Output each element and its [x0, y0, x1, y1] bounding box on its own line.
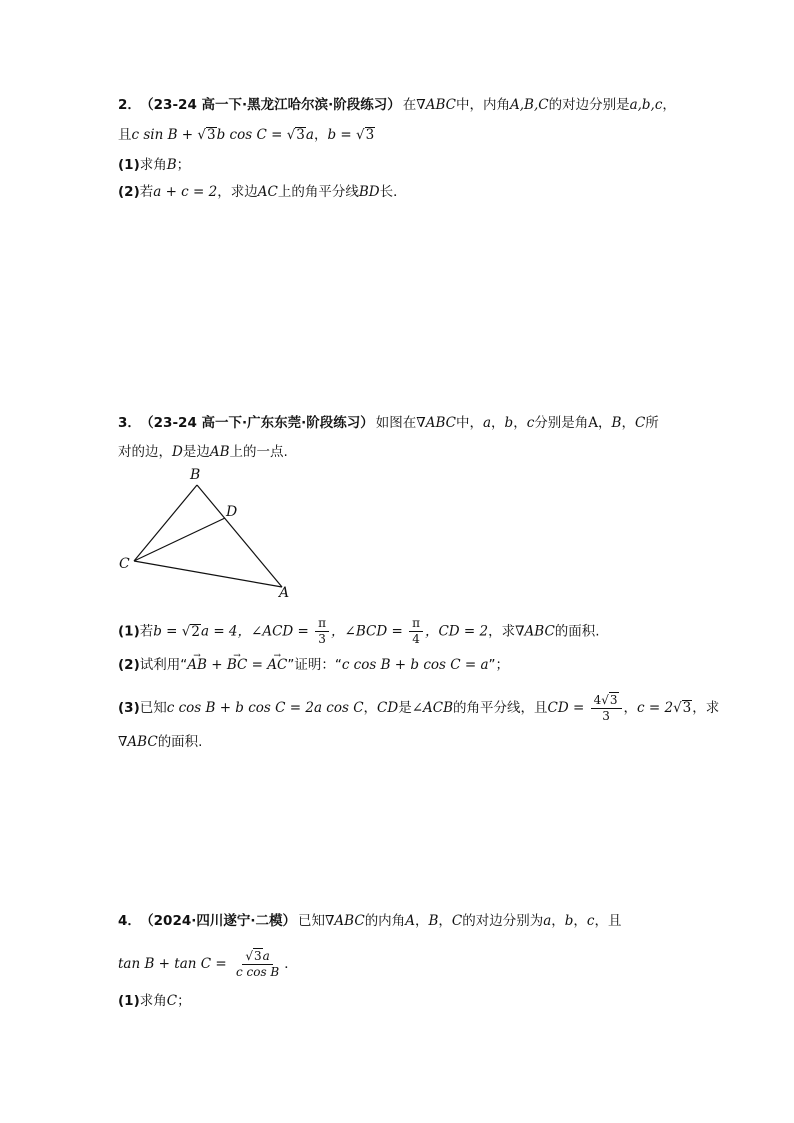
fraction-pi-4	[409, 616, 423, 647]
text: ；	[176, 157, 191, 173]
sqrt-radicand: 3	[682, 700, 692, 716]
text: ，	[623, 700, 638, 716]
text: 如图在	[375, 415, 417, 431]
formula: b =	[327, 127, 356, 143]
frac-denominator: 3	[318, 632, 326, 646]
triangle-symbol: ∇ABC	[325, 913, 365, 929]
p2-line2: 且c sin B + √3b cos C = √3a，b = √3	[118, 127, 375, 143]
formula: BD	[358, 184, 380, 200]
vector-bc: → BC	[227, 655, 248, 675]
fraction-sqrt3a-ccosb	[233, 948, 282, 980]
frac-num-var: a	[262, 949, 270, 963]
text: ，	[621, 415, 635, 431]
text: ，且	[594, 913, 622, 929]
sqrt-radicand: 3	[365, 127, 375, 143]
formula: c cos B + b cos C = 2a cos C	[166, 700, 364, 716]
text: 中，	[455, 415, 483, 431]
problem-source: （23-24 高一下·广东东莞·阶段练习）	[146, 415, 374, 431]
formula: ∠ACB	[411, 700, 454, 716]
formula: b cos C =	[216, 127, 287, 143]
formula: =	[247, 657, 268, 673]
text: ，	[313, 127, 328, 143]
text: ，求	[488, 623, 516, 640]
p3-q1: (1)若b = √2a = 4，∠ACD = $\frac{\pi}{3}$ ，∠BCD = $\frac{\pi}{4}$ ，CD = 2，求∇ABC的面积.	[118, 616, 600, 646]
text: 长．	[379, 184, 407, 200]
side-vars: a,b,c	[629, 97, 663, 113]
formula: B	[166, 157, 177, 173]
formula: b =	[153, 623, 182, 640]
text: 求角	[139, 993, 167, 1009]
text: 已知	[139, 700, 167, 716]
formula: D	[172, 444, 183, 460]
text: ，求	[692, 700, 720, 716]
text: ；	[177, 993, 191, 1009]
side-ba	[197, 485, 282, 587]
text: ，	[438, 913, 452, 929]
text: ，	[414, 913, 429, 929]
text: 上的一点.	[229, 444, 288, 460]
text: 的面积.	[157, 734, 203, 750]
p3-q3: (3)已知c cos B + b cos C = 2a cos C，CD是∠ACB的角平分线，且CD = $\frac{4√3}{3}$ ，c = 2√3，求	[118, 693, 720, 723]
segment-cd	[134, 518, 225, 561]
subquestion-label: (1)	[118, 993, 140, 1009]
formula: c	[586, 913, 595, 929]
text: ，	[491, 415, 505, 431]
text: 的角平分线，且	[453, 700, 548, 716]
subquestion-label: (1)	[118, 157, 140, 173]
p4-line1	[118, 911, 621, 931]
text: ，	[551, 913, 565, 929]
text: 的对边分别是	[548, 97, 630, 113]
text: ，求边	[217, 184, 258, 200]
formula: a + c = 2	[153, 184, 218, 200]
formula: tan B + tan C =	[118, 956, 231, 972]
text: 是边	[182, 444, 210, 460]
text: 在	[402, 97, 417, 113]
text: 对的边，	[118, 444, 172, 460]
p3-q2	[118, 655, 509, 675]
frac-denominator: 4	[412, 632, 420, 646]
formula: +	[206, 657, 227, 673]
problem-source: （23-24 高一下·黑龙江哈尔滨·阶段练习）	[146, 97, 401, 113]
subquestion-label: (2)	[118, 657, 140, 673]
subquestion-label: (1)	[118, 623, 140, 640]
text: ，	[662, 97, 676, 113]
formula: A	[405, 913, 415, 929]
formula: c cos B + b cos C = a	[341, 657, 489, 673]
text: 若	[139, 623, 154, 640]
frac-denominator: 3	[602, 709, 610, 723]
text: ”；	[488, 657, 510, 673]
formula: b	[564, 913, 574, 929]
vector-ab: → AB	[187, 655, 207, 675]
formula: AC	[257, 184, 278, 200]
text: ，	[363, 700, 378, 716]
text: 中，内角	[455, 97, 510, 113]
problem-number: 4．	[118, 913, 141, 929]
triangle-symbol: ∇ABC	[515, 623, 555, 640]
text: 所	[645, 415, 659, 431]
fraction-4sqrt3-3	[591, 692, 622, 724]
angle-vars: A,B,C	[509, 97, 549, 113]
frac-denominator: c cos B	[235, 965, 280, 979]
formula: B	[428, 913, 439, 929]
text: 且	[118, 127, 132, 143]
formula: a = 4	[200, 623, 238, 640]
problem-number: 3．	[118, 415, 141, 431]
fraction-pi-3	[315, 616, 329, 647]
formula: ，∠BCD =	[331, 623, 408, 640]
side-ca	[134, 561, 282, 587]
formula: CD =	[547, 700, 589, 716]
p3-q3-line2	[118, 732, 202, 752]
formula: b	[504, 415, 514, 431]
sqrt-radicand: 3	[207, 127, 216, 143]
sqrt-radicand: 3	[254, 949, 262, 963]
formula: a	[305, 127, 314, 143]
sqrt-radicand: 3	[296, 127, 305, 143]
frac-numerator: π	[315, 616, 329, 632]
formula: AB	[209, 444, 230, 460]
problem-source: （2024·四川遂宁·二模）	[146, 913, 296, 929]
text: 的对边分别为	[462, 913, 544, 929]
formula: ，∠ACD =	[237, 623, 314, 640]
triangle-symbol: ∇ABC	[416, 97, 456, 113]
text: 的面积.	[554, 623, 600, 640]
vector-ac: → AC	[267, 655, 287, 675]
text: 的内角	[364, 913, 406, 929]
vertex-label-b: B	[190, 467, 201, 483]
frac-numerator: √3a	[242, 948, 272, 965]
formula: A	[588, 415, 599, 431]
p4-line2	[118, 948, 298, 980]
frac-numerator: π	[409, 616, 423, 632]
formula: CD	[377, 700, 399, 716]
text: 若	[139, 184, 154, 200]
formula: C	[166, 993, 178, 1009]
subquestion-label: (3)	[118, 700, 140, 716]
text: ，	[513, 415, 527, 431]
vertex-label-a: A	[279, 585, 290, 601]
triangle-symbol: ∇ABC	[118, 734, 158, 750]
subquestion-label: (2)	[118, 184, 140, 200]
formula: c	[526, 415, 535, 431]
triangle-symbol: ∇ABC	[416, 415, 456, 431]
formula: C	[451, 913, 463, 929]
formula: c = 2	[637, 700, 674, 716]
text: ，	[573, 913, 587, 929]
side-bc	[134, 485, 197, 561]
text: ．	[284, 956, 298, 972]
p4-q1	[118, 991, 191, 1011]
text: ”证明：“	[287, 657, 342, 673]
formula: a	[543, 913, 552, 929]
text: 上的角平分线	[277, 184, 359, 200]
text: ，	[598, 415, 612, 431]
text: 分别是角	[534, 415, 589, 431]
frac-num-coef: 4	[593, 693, 602, 707]
text: 是	[398, 700, 412, 716]
formula: ，CD = 2	[424, 623, 489, 640]
sqrt-radicand: 3	[609, 693, 618, 707]
vertex-label-d: D	[226, 504, 238, 520]
formula: C	[634, 415, 646, 431]
frac-numerator: 4√3	[591, 692, 622, 709]
formula: B	[611, 415, 622, 431]
sqrt-radicand: 2	[191, 623, 200, 640]
formula: a	[482, 415, 492, 431]
text: 求角	[139, 157, 167, 173]
text: 已知	[298, 913, 325, 929]
formula: c sin B +	[131, 127, 198, 143]
text: 试利用“	[139, 657, 188, 673]
problem-number: 2．	[118, 97, 141, 113]
vertex-label-c: C	[119, 556, 130, 572]
